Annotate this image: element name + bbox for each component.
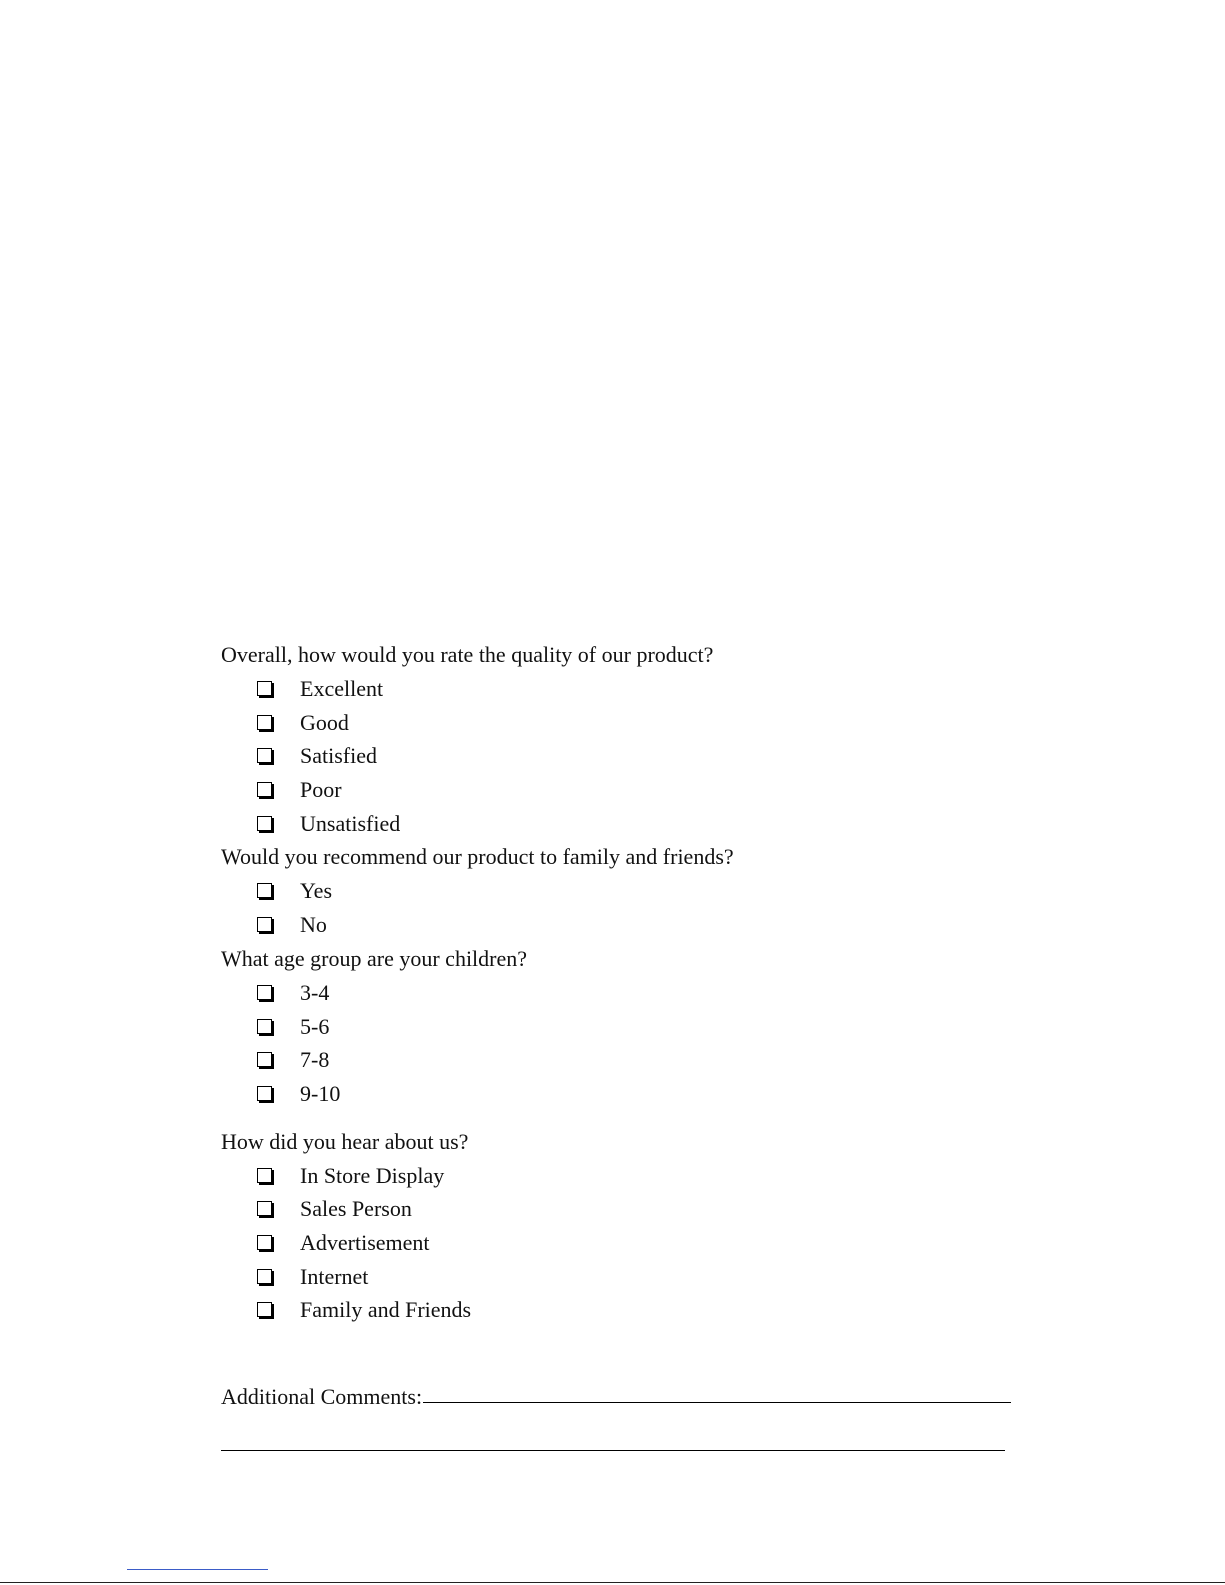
comments-row <box>221 1376 1011 1410</box>
option-label: Sales Person <box>300 1196 412 1222</box>
option-label: Excellent <box>300 676 384 701</box>
option-poor <box>221 773 1021 807</box>
option-no <box>221 908 1021 942</box>
checkbox-poor[interactable] <box>257 782 272 797</box>
recommend-options <box>221 874 1021 941</box>
option-age-7-8 <box>221 1043 1021 1077</box>
option-label: Unsatisfied <box>300 810 401 836</box>
comments-input[interactable] <box>423 1378 1011 1403</box>
option-excellent <box>221 672 1021 706</box>
option-label: Yes <box>300 878 333 904</box>
checkbox-satisfied[interactable] <box>257 748 272 763</box>
comments-section <box>221 1376 1011 1451</box>
option-advertisement <box>221 1226 1021 1260</box>
spacer <box>221 1111 1021 1125</box>
question-age-group: What age group are your children? <box>221 945 528 971</box>
comments-label: Additional Comments: <box>221 1384 423 1409</box>
checkbox-sales-person[interactable] <box>257 1201 272 1216</box>
option-label: Advertisement <box>300 1229 430 1255</box>
checkbox-yes[interactable] <box>257 883 272 898</box>
checkbox-age-9-10[interactable] <box>257 1086 272 1101</box>
checkbox-age-5-6[interactable] <box>257 1019 272 1034</box>
checkbox-good[interactable] <box>257 715 272 730</box>
option-label: Good <box>300 709 349 735</box>
option-label: Poor <box>300 777 342 803</box>
option-unsatisfied <box>221 807 1021 841</box>
option-label: Satisfied <box>300 743 377 769</box>
option-label: Family and Friends <box>300 1297 472 1323</box>
option-label: 5-6 <box>300 1013 330 1039</box>
option-internet <box>221 1260 1021 1294</box>
option-in-store-display <box>221 1159 1021 1193</box>
page-bottom-rule <box>0 1582 1225 1583</box>
option-label: In Store Display <box>300 1162 445 1188</box>
age-group-options <box>221 976 1021 1111</box>
option-good <box>221 706 1021 740</box>
option-age-3-4 <box>221 976 1021 1010</box>
option-sales-person <box>221 1192 1021 1226</box>
question-recommend: Would you recommend our product to family and friends? <box>221 844 734 870</box>
checkbox-age-7-8[interactable] <box>257 1052 272 1067</box>
checkbox-no[interactable] <box>257 917 272 932</box>
option-label: No <box>300 912 327 938</box>
checkbox-in-store-display[interactable] <box>257 1168 272 1183</box>
option-label: 3-4 <box>300 979 330 1005</box>
option-age-9-10 <box>221 1077 1021 1111</box>
checkbox-excellent[interactable] <box>257 681 272 696</box>
hear-about-options <box>221 1159 1021 1327</box>
footer-link-underline <box>127 1569 268 1570</box>
quality-options <box>221 672 1021 840</box>
comments-input-line-2[interactable] <box>221 1426 1005 1451</box>
option-satisfied <box>221 739 1021 773</box>
checkbox-internet[interactable] <box>257 1269 272 1284</box>
checkbox-unsatisfied[interactable] <box>257 816 272 831</box>
option-label: 9-10 <box>300 1080 341 1106</box>
option-family-and-friends <box>221 1293 1021 1327</box>
checkbox-age-3-4[interactable] <box>257 985 272 1000</box>
option-age-5-6 <box>221 1010 1021 1044</box>
survey-form <box>221 638 1021 1327</box>
checkbox-advertisement[interactable] <box>257 1235 272 1250</box>
option-label: Internet <box>300 1263 369 1289</box>
option-yes <box>221 874 1021 908</box>
checkbox-family-and-friends[interactable] <box>257 1302 272 1317</box>
question-quality: Overall, how would you rate the quality of our product? <box>221 642 714 667</box>
question-hear-about: How did you hear about us? <box>221 1128 469 1154</box>
option-label: 7-8 <box>300 1047 330 1073</box>
